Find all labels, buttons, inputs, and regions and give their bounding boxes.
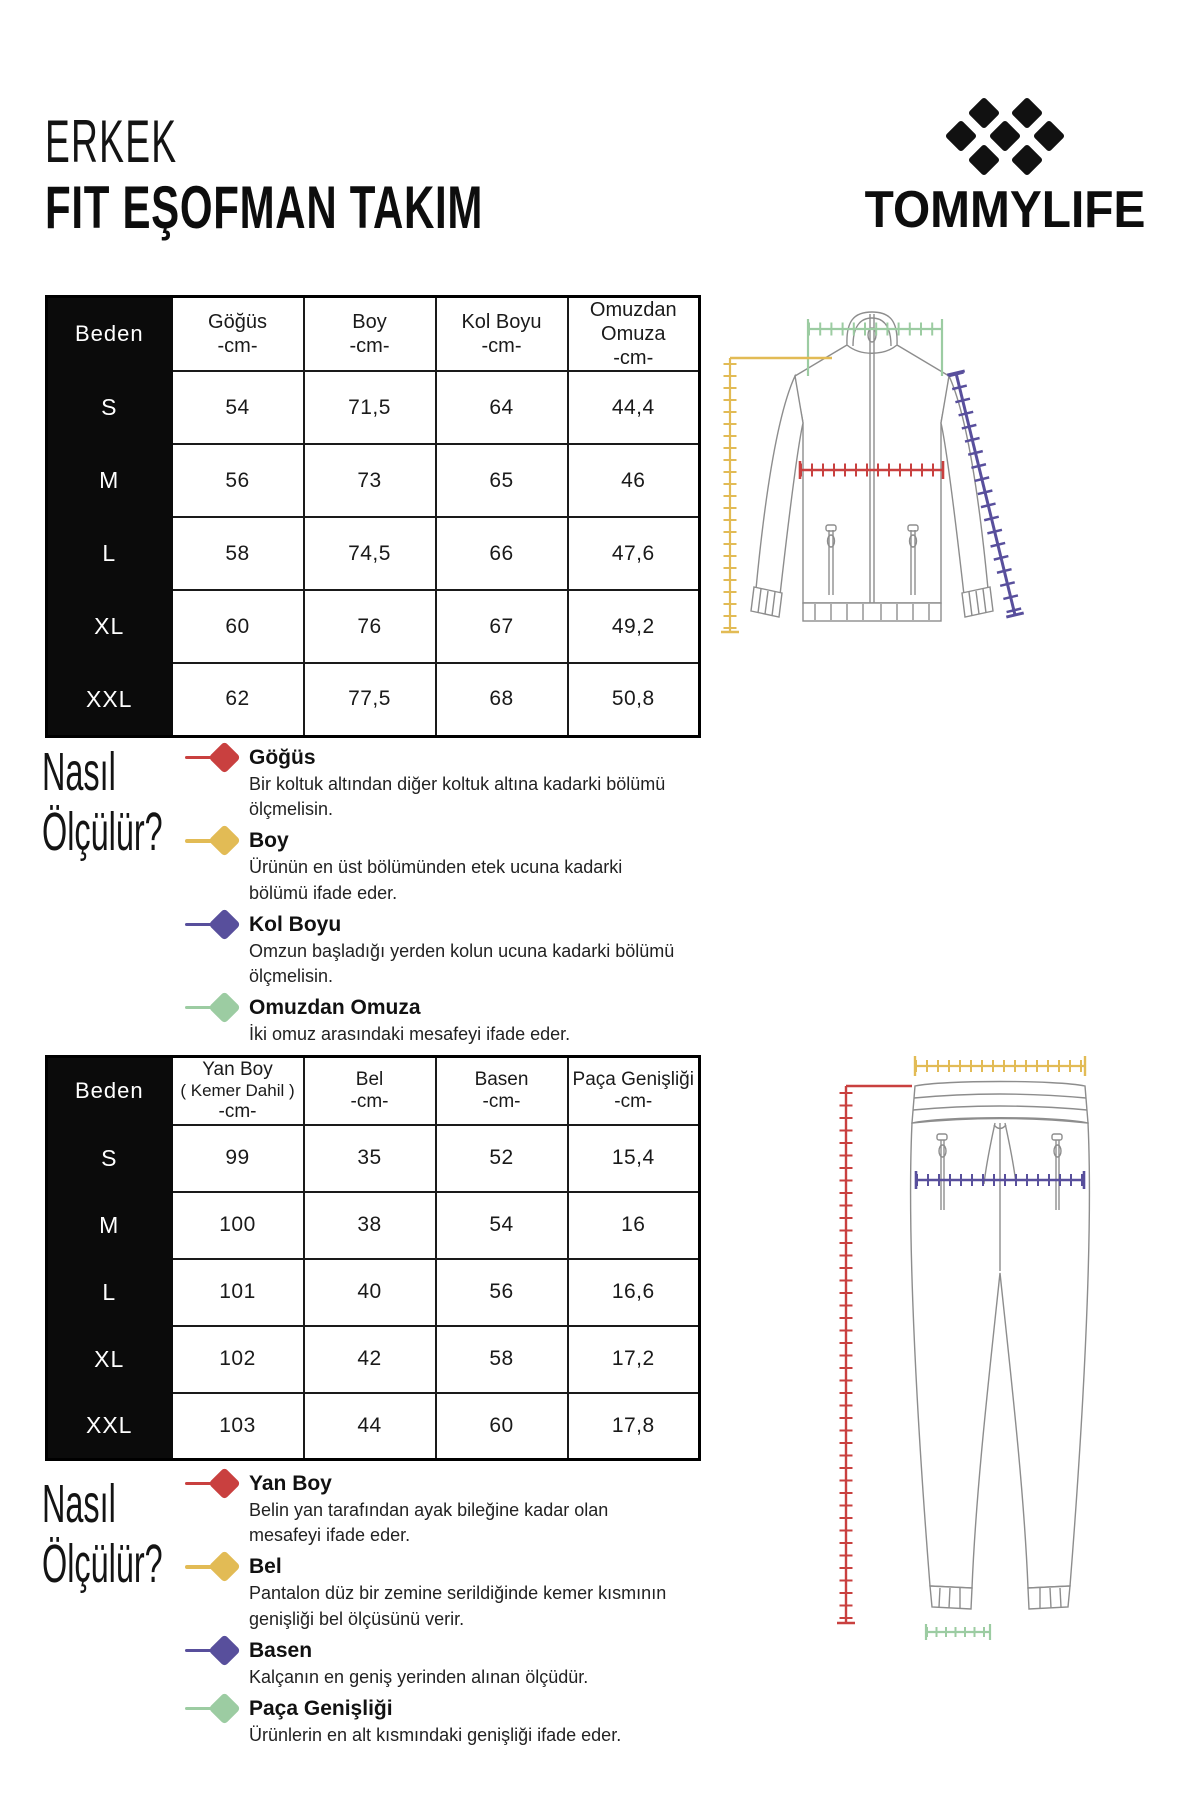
table-row xyxy=(47,1192,700,1259)
legend-desc: Ürünlerin en alt kısmındaki genişliği ifade eder. xyxy=(249,1724,622,1745)
legend-item-bel xyxy=(185,1553,685,1631)
table-row xyxy=(47,371,700,444)
omuzdan-omuza-diamond-icon xyxy=(185,994,243,1021)
legend-desc: Pantalon düz bir zemine serildiğinde kemer kısmının genişliği bel ölçüsünü verir. xyxy=(249,1583,667,1629)
size-cell: L xyxy=(47,517,172,590)
title-line1: ERKEK xyxy=(45,108,178,175)
value-cell: 50,8 xyxy=(568,663,700,736)
value-cell: 49,2 xyxy=(568,590,700,663)
header-paca-genisligi: Paça Genişliği -cm- xyxy=(568,1057,700,1125)
value-cell: 16,6 xyxy=(568,1259,700,1326)
title-line2: FIT EŞOFMAN TAKIM xyxy=(45,174,484,241)
pants-measurement-illustration xyxy=(808,1028,1118,1658)
legend-item-gogus xyxy=(185,744,685,822)
value-cell: 71,5 xyxy=(304,371,436,444)
legend-title: Yan Boy xyxy=(249,1472,332,1495)
legend-desc: Omzun başladığı yerden kolun ucuna kadarki bölümü ölçmelisin. xyxy=(249,940,675,986)
value-cell: 103 xyxy=(172,1393,304,1460)
table-row xyxy=(47,1125,700,1192)
value-cell: 15,4 xyxy=(568,1125,700,1192)
header-boy: Boy -cm- xyxy=(304,297,436,372)
header-yan-boy: Yan Boy ( Kemer Dahil ) -cm- xyxy=(172,1057,304,1125)
value-cell: 35 xyxy=(304,1125,436,1192)
legend-title: Kol Boyu xyxy=(249,912,342,936)
value-cell: 52 xyxy=(436,1125,568,1192)
size-cell: XL xyxy=(47,1326,172,1393)
size-cell: XXL xyxy=(47,1393,172,1460)
header-beden: Beden xyxy=(47,297,172,372)
table-row xyxy=(47,663,700,736)
legend-item-basen xyxy=(185,1637,685,1690)
value-cell: 54 xyxy=(172,371,304,444)
brand-name: TOMMYLIFE xyxy=(864,181,1146,239)
value-cell: 65 xyxy=(436,444,568,517)
value-cell: 16 xyxy=(568,1192,700,1259)
brand-logo xyxy=(845,92,1165,239)
how-to-measure-heading-pants: Nasıl Ölçülür? xyxy=(42,1474,163,1595)
header-bel: Bel -cm- xyxy=(304,1057,436,1125)
jacket-table-header-row xyxy=(47,297,700,372)
legend-title: Göğüs xyxy=(249,746,316,769)
yan-boy-diamond-icon xyxy=(185,1470,243,1497)
value-cell: 74,5 xyxy=(304,517,436,590)
value-cell: 17,8 xyxy=(568,1393,700,1460)
bel-diamond-icon xyxy=(185,1553,243,1580)
value-cell: 68 xyxy=(436,663,568,736)
size-cell: L xyxy=(47,1259,172,1326)
value-cell: 38 xyxy=(304,1192,436,1259)
legend-item-kol-boyu xyxy=(185,911,685,989)
value-cell: 102 xyxy=(172,1326,304,1393)
pants-outline-drawing xyxy=(911,1082,1090,1610)
jacket-measure-legend xyxy=(185,744,685,1052)
value-cell: 67 xyxy=(436,590,568,663)
legend-desc: Kalçanın en geniş yerinden alınan ölçüdür. xyxy=(249,1666,589,1687)
table-row xyxy=(47,517,700,590)
value-cell: 73 xyxy=(304,444,436,517)
value-cell: 58 xyxy=(172,517,304,590)
value-cell: 44,4 xyxy=(568,371,700,444)
value-cell: 60 xyxy=(172,590,304,663)
header-kol-boyu: Kol Boyu -cm- xyxy=(436,297,568,372)
value-cell: 56 xyxy=(436,1259,568,1326)
value-cell: 62 xyxy=(172,663,304,736)
size-cell: M xyxy=(47,444,172,517)
legend-title: Boy xyxy=(249,829,289,853)
value-cell: 54 xyxy=(436,1192,568,1259)
value-cell: 46 xyxy=(568,444,700,517)
value-cell: 77,5 xyxy=(304,663,436,736)
size-cell: M xyxy=(47,1192,172,1259)
yan-boy-side-ruler xyxy=(837,1086,912,1623)
legend-title: Bel xyxy=(249,1555,282,1579)
value-cell: 44 xyxy=(304,1393,436,1460)
header-omuzdan-omuza: Omuzdan Omuza -cm- xyxy=(568,297,700,372)
legend-desc: Bir koltuk altından diğer koltuk altına kadarki bölümü ölçmelisin. xyxy=(249,774,666,820)
value-cell: 76 xyxy=(304,590,436,663)
boy-diamond-icon xyxy=(185,827,243,854)
header-beden: Beden xyxy=(47,1057,172,1125)
legend-title: Omuzdan Omuza xyxy=(249,996,421,1020)
table-row xyxy=(47,444,700,517)
header-basen: Basen -cm- xyxy=(436,1057,568,1125)
paca-genisligi-diamond-icon xyxy=(185,1695,243,1722)
header-gogus: Göğüs -cm- xyxy=(172,297,304,372)
legend-desc: İki omuz arasındaki mesafeyi ifade eder. xyxy=(249,1024,571,1045)
size-cell: XXL xyxy=(47,663,172,736)
value-cell: 66 xyxy=(436,517,568,590)
jacket-measurement-illustration xyxy=(700,283,1045,641)
value-cell: 99 xyxy=(172,1125,304,1192)
value-cell: 47,6 xyxy=(568,517,700,590)
size-cell: S xyxy=(47,371,172,444)
paca-hem-ruler xyxy=(926,1624,990,1640)
gogus-diamond-icon xyxy=(185,744,243,771)
value-cell: 64 xyxy=(436,371,568,444)
table-row xyxy=(47,1393,700,1460)
value-cell: 60 xyxy=(436,1393,568,1460)
pants-size-table xyxy=(45,1055,701,1461)
legend-title: Paça Genişliği xyxy=(249,1696,393,1720)
table-row xyxy=(47,590,700,663)
value-cell: 58 xyxy=(436,1326,568,1393)
legend-item-boy xyxy=(185,827,685,905)
page-title xyxy=(45,108,671,241)
value-cell: 56 xyxy=(172,444,304,517)
jacket-size-table xyxy=(45,295,701,738)
size-cell: S xyxy=(47,1125,172,1192)
value-cell: 101 xyxy=(172,1259,304,1326)
legend-desc: Ürünün en üst bölümünden etek ucuna kadarki bölümü ifade eder. xyxy=(249,857,623,903)
kol-boyu-diamond-icon xyxy=(185,911,243,938)
basen-diamond-icon xyxy=(185,1637,243,1664)
value-cell: 17,2 xyxy=(568,1326,700,1393)
how-to-measure-heading-jacket: Nasıl Ölçülür? xyxy=(42,742,163,863)
value-cell: 40 xyxy=(304,1259,436,1326)
legend-item-omuzdan-omuza xyxy=(185,994,685,1047)
value-cell: 100 xyxy=(172,1192,304,1259)
tommylife-diamonds-icon xyxy=(939,92,1071,178)
legend-desc: Belin yan tarafından ayak bileğine kadar olan mesafeyi ifade eder. xyxy=(249,1500,609,1546)
pants-table-header-row xyxy=(47,1057,700,1125)
legend-item-paca-genisligi xyxy=(185,1695,685,1748)
legend-title: Basen xyxy=(249,1638,313,1662)
bel-waist-ruler xyxy=(915,1056,1085,1076)
table-row xyxy=(47,1259,700,1326)
pants-measure-legend xyxy=(185,1470,685,1753)
table-row xyxy=(47,1326,700,1393)
size-cell: XL xyxy=(47,590,172,663)
legend-item-yan-boy xyxy=(185,1470,685,1548)
value-cell: 42 xyxy=(304,1326,436,1393)
